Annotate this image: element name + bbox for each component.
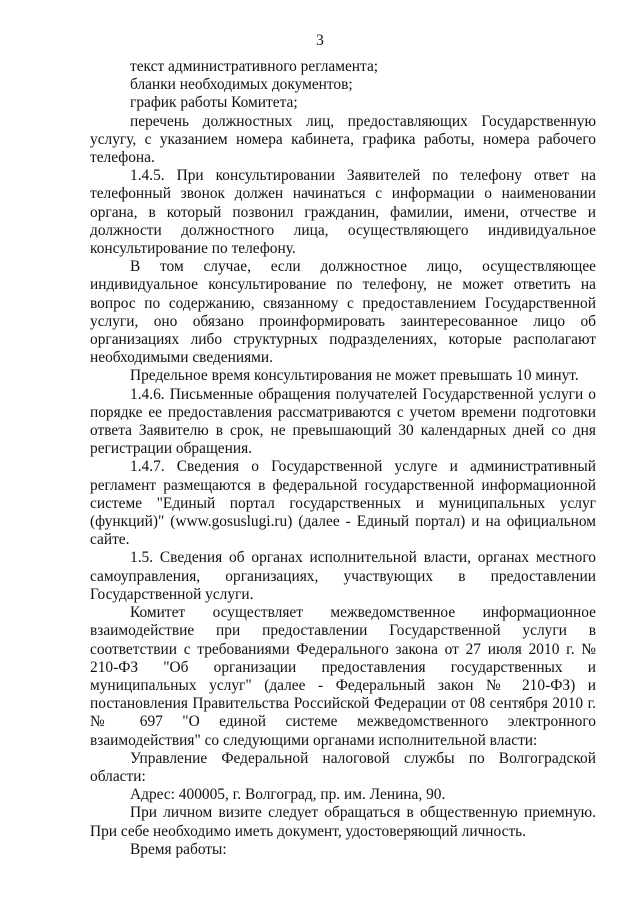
paragraph: В том случае, если должностное лицо, осуществляющее индивидуальное консультирование по телефону, не может ответить на вопрос по содержанию, связанному с предоставлением Государственной услуги, оно обязано проинформировать заинтересованное лицо об организациях либо структурных подразделениях, которые располагают необходимыми сведениями. [90, 258, 596, 367]
page-number: 3 [316, 32, 324, 49]
paragraph: 1.4.6. Письменные обращения получателей Государственной услуги о порядке ее предоставления рассматриваются с учетом времени подготовки ответа Заявителю в срок, не превышающий 30 календарных дней со дня регистрации обращения. [90, 385, 596, 458]
paragraph: Время работы: [130, 840, 227, 858]
paragraph: Предельное время консультирования не может превышать 10 минут. [130, 367, 579, 385]
paragraph: 1.4.5. При консультировании Заявителей по телефону ответ на телефонный звонок должен начинаться с информации о наименовании органа, в который позвонил гражданин, фамилии, имени, отчестве и должности должностного лица, осуществляющего индивидуальное консультирование по телефону. [90, 167, 596, 258]
paragraph: Управление Федеральной налоговой службы по Волгоградской области: [90, 749, 596, 785]
paragraph: бланки необходимых документов; [130, 76, 353, 94]
paragraph: 1.4.7. Сведения о Государственной услуге и административный регламент размещаются в федеральной государственной информационной системе "Единый портал государственных и муниципальных услуг (функций)" (www.gosuslugi.ru) (далее - Единый портал) и на официальном сайте. [90, 458, 596, 549]
paragraph: При личном визите следует обращаться в общественную приемную. При себе необходимо иметь документ, удостоверяющий личность. [90, 804, 596, 840]
paragraph: график работы Комитета; [130, 94, 298, 112]
paragraph: Комитет осуществляет межведомственное информационное взаимодействие при предоставлении Государственной услуги в соответствии с требованиями Федерального закона от 27 июля 2010 г. № 210-ФЗ "Об организации предоставления государственных и муниципальных услуг" (далее - Федеральный закон № 210-ФЗ) и постановления Правительства Российской Федерации от 08 сентября 2010 г. № 697 "О единой системе межведомственного электронного взаимодействия" со следующими органами исполнительной власти: [90, 604, 596, 749]
paragraph: перечень должностных лиц, предоставляющих Государственную услугу, с указанием номера кабинета, графика работы, номера рабочего телефона. [90, 112, 596, 167]
document-body [90, 58, 596, 859]
paragraph: текст административного регламента; [130, 58, 379, 75]
paragraph: Адрес: 400005, г. Волгоград, пр. им. Ленина, 90. [130, 786, 446, 804]
paragraph: 1.5. Сведения об органах исполнительной власти, органах местного самоуправления, организациях, участвующих в предоставлении Государственной услуги. [90, 549, 596, 603]
